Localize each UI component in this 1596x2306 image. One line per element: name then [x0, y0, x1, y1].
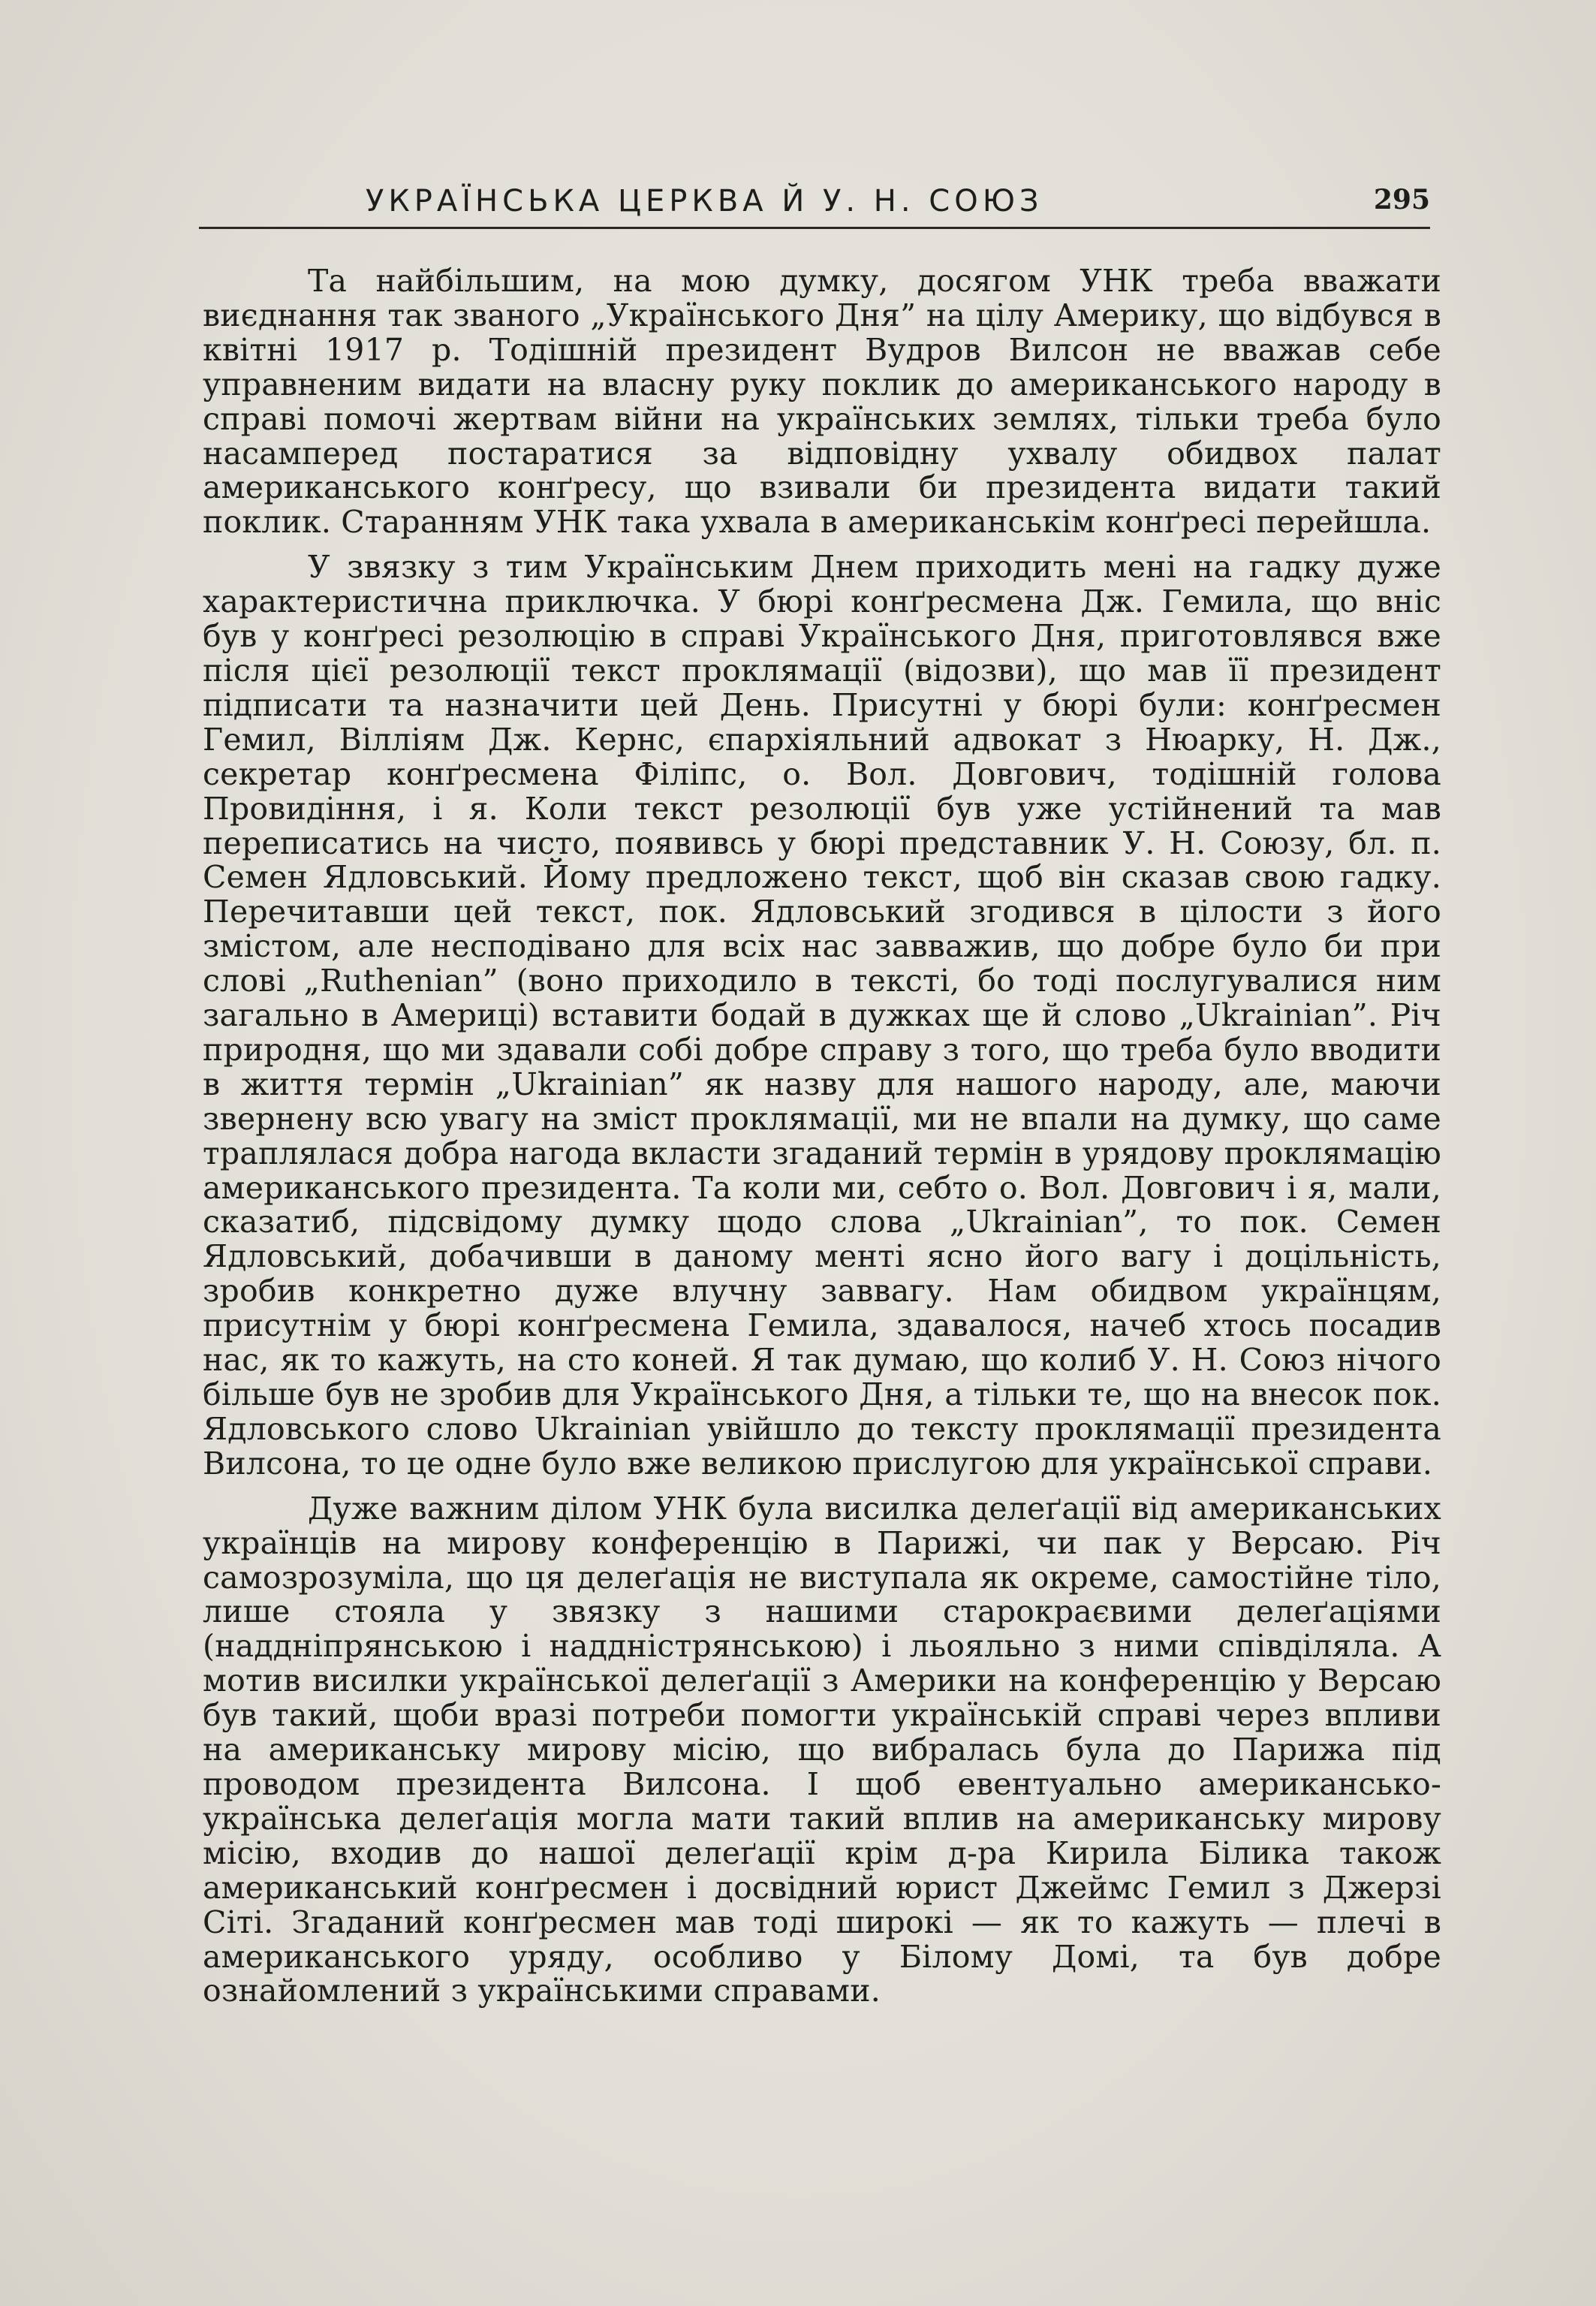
running-header	[199, 179, 1449, 224]
header-rule	[199, 227, 1430, 229]
paragraph-paris-delegation: Дуже важним ділом УНК була висилка делеґації від американських українців на мирову конференцію в Парижі, чи пак у Версаю. Річ самозрозуміла, що ця делеґація не виступала як окреме, самостійне тіло, лише стояла у звязку з нашими старокраєвими делеґаціями (наддніпрянською і наддністрянською) і льояльно з ними співділяла. А мотив висилки української делеґації з Америки на конференцію у Версаю був такий, щоби вразі потреби помогти українській справі через впливи на американську мирову місію, що вибралась була до Парижа під проводом президента Вилсона. І щоб евентуально американсько-українська делеґація могла мати такий вплив на американську мирову місію, входив до нашої делеґації крім д-ра Кирила Білика також американський конґресмен і досвідний юрист Джеймс Гемил з Джерзі Сіті. Згаданий конґресмен мав тоді широкі — як то кажуть — плечі в американського уряду, особливо у Білому Домі, та був добре ознайомлений з українськими справами.	[203, 1490, 1441, 2009]
body-text	[203, 264, 1441, 2009]
paragraph-ukrainian-day: Та найбільшим, на мою думку, досягом УНК треба вважати виєднання так званого „Українського Дня” на цілу Америку, що відбувся в квітні 1917 р. Тодішній президент Вудров Вилсон не вважав себе управненим видати на власну руку поклик до американського народу в справі помочі жертвам війни на українських землях, тільки треба було насамперед постаратися за відповідну ухвалу обидвох палат американського конґресу, що взивали би президента видати такий поклик. Старанням УНК така ухвала в американськім конґресі перейшла.	[203, 263, 1441, 541]
running-title: УКРАЇНСЬКА ЦЕРКВА Й У. Н. СОЮЗ	[366, 184, 1043, 219]
page-number: 295	[1373, 184, 1430, 216]
paragraph-proclamation-anecdote: У звязку з тим Українським Днем приходить мені на гадку дуже характеристична приключка. У бюрі конґресмена Дж. Гемила, що вніс був у конґресі резолюцію в справі Українського Дня, приготовлявся вже після цієї резолюції текст проклямації (відозви), що мав її президент підписати та назначити цей День. Присутні у бюрі були: конґресмен Гемил, Вілліям Дж. Кернс, єпархіяльний адвокат з Нюарку, Н. Дж., секретар конґресмена Філіпс, о. Вол. Довгович, тодішній голова Провидіння, і я. Коли текст резолюції був уже устійнений та мав переписатись на чисто, появивсь у бюрі представник У. Н. Союзу, бл. п. Семен Ядловський. Йому предложено текст, щоб він сказав свою гадку. Перечитавши цей текст, пок. Ядловський згодився в цілости з його змістом, але несподівано для всіх нас завважив, що добре було би при слові „Ruthenian” (воно приходило в тексті, бо тоді послугувалися ним загально в Америці) вставити бодай в дужках ще й слово „Ukrainian”. Річ природня, що ми здавали собі добре справу з того, що треба було вводити в життя термін „Ukrainian” як назву для нашого народу, але, маючи звернену всю увагу на зміст проклямації, ми не впали на думку, що саме траплялася добра нагода вкласти згаданий термін в урядову проклямацію американського президента. Та коли ми, себто о. Вол. Довгович і я, мали, сказатиб, підсвідому думку щодо слова „Ukrainian”, то пок. Семен Ядловський, добачивши в даному менті ясно його вагу і доцільність, зробив конкретно дуже влучну заввагу. Нам обидвом українцям, присутнім у бюрі конґресмена Гемила, здавалося, начеб хтось посадив нас, як то кажуть, на сто коней. Я так думаю, що колиб У. Н. Союз нічого більше був не зробив для Українського Дня, а тільки те, що на внесок пок. Ядловського слово Ukrainian увійшло до тексту проклямації президента Вилсона, то це одне було вже великою прислугою для української справи.	[203, 549, 1441, 1482]
